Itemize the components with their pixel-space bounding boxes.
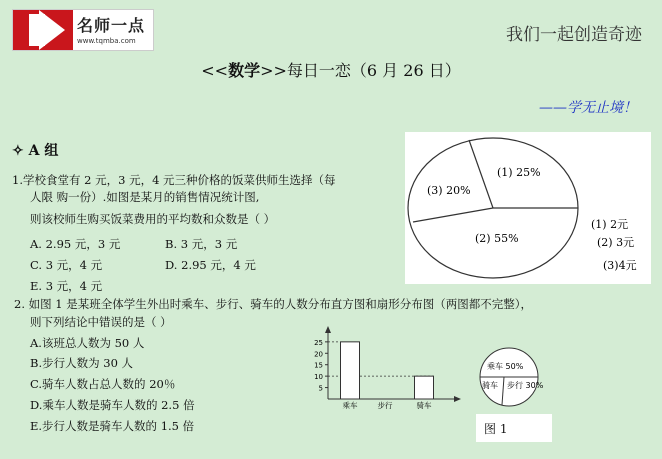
bar-ytick-label-0: 5 xyxy=(318,384,323,393)
pie-label-2: (2) 55% xyxy=(475,232,519,245)
bar-y-arrow xyxy=(325,326,331,333)
bar-ytick-label-1: 10 xyxy=(314,373,323,382)
motto: ——学无止境！ xyxy=(539,100,637,116)
slogan: 我们一起创造奇迹 xyxy=(506,25,642,45)
pie-legend-2: (2) 3元 xyxy=(597,236,635,249)
figure-caption-box xyxy=(476,414,552,442)
q2-option-b: B.步行人数为 30 人 xyxy=(30,356,134,370)
bar-0 xyxy=(341,342,360,399)
bar-ytick-label-3: 20 xyxy=(314,350,323,359)
bar-2 xyxy=(415,376,434,399)
bar-category-label-1: 步行 xyxy=(377,401,393,410)
pie-legend-1: (1) 2元 xyxy=(591,218,629,231)
bar-category-label-2: 骑车 xyxy=(416,401,432,410)
q2-option-e: E.步行人数是骑车人数的 1.5 倍 xyxy=(30,419,195,433)
q2-pie-label-walk: 步行 30% xyxy=(507,381,544,390)
bar-category-label-0: 乘车 xyxy=(342,401,358,410)
q2-pie-chart xyxy=(474,346,544,408)
q2-bar-chart xyxy=(300,325,465,415)
q1-line2: 人限 购一份）.如图是某月的销售情况统计图, xyxy=(30,190,260,204)
q2-pie-label-bus: 乘车 50% xyxy=(487,362,524,371)
diamond-icon: ✧ xyxy=(12,143,24,159)
bar-x-arrow xyxy=(454,396,461,402)
q1-pie-figure xyxy=(405,132,651,284)
bar-ytick-label-4: 25 xyxy=(314,338,323,347)
logo-url: www.tqmba.com xyxy=(77,37,136,45)
title-open: << xyxy=(201,61,229,80)
q1-pie-svg xyxy=(405,132,651,284)
title-rest: >>每日一恋（6 月 26 日） xyxy=(260,61,461,80)
logo-k-diagonal xyxy=(39,10,65,50)
brand-logo xyxy=(12,9,154,51)
q2-line2: 则下列结论中错误的是（ ） xyxy=(30,315,172,329)
bar-ytick-label-2: 15 xyxy=(314,361,323,370)
title-subject: 数学 xyxy=(228,61,261,80)
q2-option-d: D.乘车人数是骑车人数的 2.5 倍 xyxy=(30,398,195,412)
pie-legend-3: (3)4元 xyxy=(603,259,637,272)
q2-option-a: A.该班总人数为 50 人 xyxy=(30,336,145,350)
section-heading xyxy=(12,140,58,160)
page-title xyxy=(0,58,662,81)
q1-line1: 1.学校食堂有 2 元，3 元，4 元三种价格的饭菜供师生选择（每 xyxy=(12,173,336,187)
section-label: A 组 xyxy=(28,143,59,159)
q2-pie-label-bike: 骑车 xyxy=(482,381,498,390)
q2-line1: 2. 如图 1 是某班全体学生外出时乘车、步行、骑车的人数分布直方图和扇形分布图（两图都不完整）， xyxy=(14,297,533,311)
q1-option-d: D. 2.95 元，4 元 xyxy=(165,258,256,272)
q1-option-a: A. 2.95 元，3 元 xyxy=(30,237,121,251)
pie-label-3: (3) 20% xyxy=(427,184,471,197)
q1-option-c: C. 3 元，4 元 xyxy=(30,258,103,272)
logo-brand-name: 名师一点 xyxy=(77,16,146,35)
q1-option-e: E. 3 元，4 元 xyxy=(30,279,103,293)
q2-option-c: C.骑车人数占总人数的 20％ xyxy=(30,377,176,391)
pie-label-1: (1) 25% xyxy=(497,166,541,179)
q1-line3: 则该校师生购买饭菜费用的平均数和众数是（ ） xyxy=(30,212,276,226)
figure-caption: 图 1 xyxy=(484,422,508,436)
q1-option-b: B. 3 元，3 元 xyxy=(165,237,238,251)
